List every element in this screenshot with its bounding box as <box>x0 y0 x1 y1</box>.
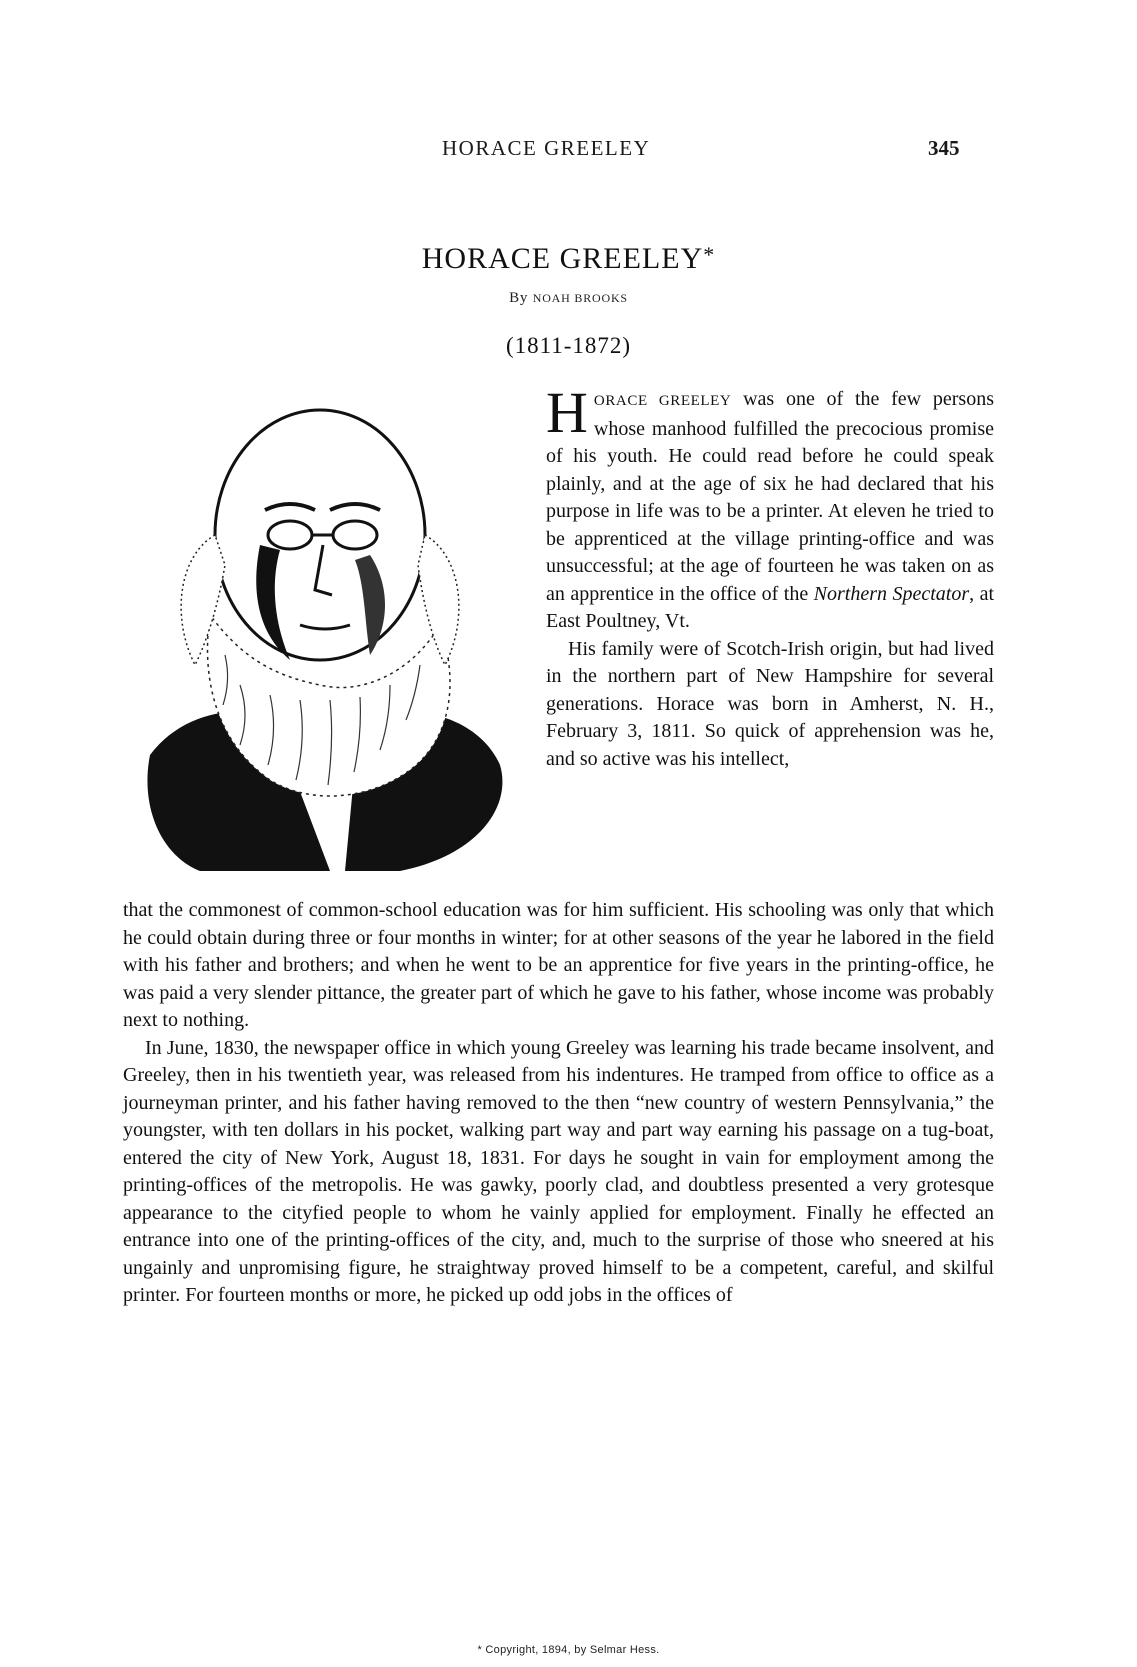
portrait-side-hair-right <box>418 535 459 665</box>
lead-smallcaps: ORACE GREELEY <box>593 393 732 409</box>
paragraph-opening-end: , at East Poultney, Vt. <box>546 582 995 632</box>
copyright-footnote: * Copyright, 1894, by Selmar Hess. <box>477 1644 660 1656</box>
page-number: 345 <box>928 136 960 160</box>
running-head <box>0 136 1137 166</box>
newspaper-title: Northern Spectator <box>813 582 970 605</box>
portrait-svg <box>140 385 512 871</box>
paragraph-opening-text: was one of the few persons whose manhood fulfilled the precocious promise of his youth. He could read before he could speak plainly, and at the age of six he had declared that his purpose in life was to be a printer. At eleven he tried to be apprenticed at the village printing-office and was unsuccessful; at the age of fourteen he was taken on as an apprentice in the office of the <box>546 388 994 605</box>
byline <box>0 290 1137 307</box>
portrait-engraving-icon <box>140 385 512 871</box>
copyright-mark: * <box>703 242 716 267</box>
full-width-text <box>123 897 994 1310</box>
drop-cap: H <box>546 380 588 445</box>
article-title <box>0 242 1137 276</box>
article-title-text: HORACE GREELEY <box>421 242 704 275</box>
life-dates: (1811-1872) <box>505 333 632 358</box>
paragraph-opening <box>546 380 995 636</box>
paragraph-new-york: In June, 1830, the newspaper office in which young Greeley was learning his trade became insolvent, and Greeley, then in his twentieth year, was released from his indentures. He tramped from office to office as a journeyman printer, and his father having removed to the then “new country of western Pennsylvania,” the youngster, with ten dollars in his pocket, walking part way and part way earning his passage on a tug-boat, entered the city of New York, August 18, 1831. For days he sought in vain for employment among the printing-offices of the metropolis. He was gawky, poorly clad, and doubtless presented a very grotesque appearance to the cityfied people to whom he vainly applied for employment. Finally he effected an entrance into one of the printing-offices of the city, and, much to the surprise of those who sneered at his ungainly and unpromising figure, he straightway proved himself to be a competent, careful, and skilful printer. For fourteen months or more, he picked up odd jobs in the offices of <box>123 1036 994 1306</box>
paragraph-family-continued: that the commonest of common-school education was for him sufficient. His schooling was only that which he could obtain during three or four months in winter; for at other seasons of the year he labored in the field with his father and brothers; and when he went to be an apprentice for five years in the printing-office, he was paid a very slender pittance, the greater part of which he gave to his father, whose income was probably next to nothing. <box>123 899 994 1031</box>
column-text <box>546 380 995 773</box>
paragraph-family-column: His family were of Scotch-Irish origin, but had lived in the northern part of New Hampshire for several generations. Horace was born in Amherst, N. H., February 3, 1811. So quick of apprehension was he, and so active was his intellect, <box>546 637 994 770</box>
running-title: HORACE GREELEY <box>442 136 651 160</box>
byline-author: NOAH BROOKS <box>532 291 628 305</box>
byline-prefix: By <box>509 290 529 306</box>
